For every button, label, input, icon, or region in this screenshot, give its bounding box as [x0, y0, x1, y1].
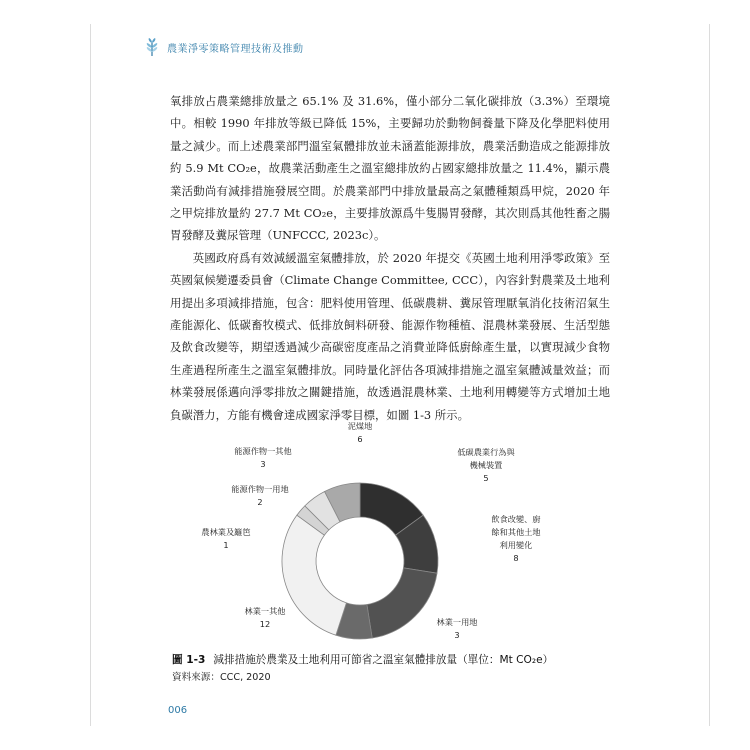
slice-label — [231, 484, 288, 507]
running-header-title: 農業淨零策略管理技術及推動 — [167, 43, 304, 55]
slice-value-label: 12 — [259, 619, 271, 629]
slice-label — [234, 446, 291, 469]
slice-name-label: 農林業及籬笆 — [201, 527, 251, 537]
slice-name-label: 林業一其他 — [244, 606, 286, 616]
slice-value-label: 2 — [257, 497, 263, 507]
slice-name-label: 餘和其他土地 — [491, 527, 541, 537]
slice-name-label: 泥煤地 — [347, 421, 373, 431]
slice-label — [457, 447, 515, 483]
figure-source: 資料來源：CCC, 2020 — [172, 672, 271, 683]
donut-chart — [170, 418, 610, 658]
running-header — [143, 38, 304, 56]
slice-name-label: 利用變化 — [499, 540, 533, 550]
wheat-sprout-icon — [143, 37, 161, 57]
figure-caption-text: 減排措施於農業及土地利用可節省之溫室氣體排放量（單位：Mt CO₂e） — [213, 654, 554, 666]
figure-caption — [172, 652, 553, 667]
slice-name-label: 能源作物一用地 — [231, 484, 289, 494]
figure-1-3 — [170, 418, 610, 658]
slice-name-label: 機械裝置 — [469, 460, 503, 470]
slice-label — [245, 606, 286, 629]
slice-label — [348, 421, 373, 444]
paragraph-1: 氧排放占農業總排放量之 65.1% 及 31.6%，僅小部分二氧化碳排放（3.3%）至環境中。相較 1990 年排放等級已降低 15%，主要歸功於動物飼養量下降及化學肥料使用量之減少。而上述農業部門溫室氣體排放並未涵蓋能源排放，農業活動造成之能源排放約 5.9 Mt CO₂e，故農業活動產生之溫室總排放約占國家總排放量之 11.4%，顯示農業活動尚有減排措施發展空間。於農業部門中排放量最高之氣體種類爲甲烷，2020 年之甲烷排放量約 27.7 Mt CO₂e，主要排放源爲牛隻腸胃發酵，其次則爲其他牲畜之腸胃發酵及糞尿管理（UNFCCC, 2023c）。 — [170, 94, 610, 243]
page-number: 006 — [168, 705, 188, 716]
slice-label — [201, 527, 250, 550]
slice-label — [437, 617, 478, 640]
slice-value-label: 5 — [483, 473, 489, 483]
donut-slice — [367, 568, 437, 638]
slice-value-label: 3 — [260, 459, 266, 469]
slice-value-label: 6 — [357, 434, 363, 444]
slice-label — [491, 514, 540, 563]
slice-name-label: 能源作物一其他 — [234, 446, 292, 456]
body-text — [170, 90, 610, 426]
slice-value-label: 1 — [223, 540, 229, 550]
slice-value-label: 3 — [454, 630, 460, 640]
slice-value-label: 8 — [513, 553, 519, 563]
slice-name-label: 低碳農業行為與 — [457, 447, 515, 457]
figure-number: 圖 1-3 — [172, 654, 206, 666]
donut-slice — [282, 515, 346, 635]
slice-name-label: 林業一用地 — [436, 617, 478, 627]
slice-name-label: 飲食改變、廚 — [491, 514, 541, 524]
paragraph-2: 英國政府爲有效減緩溫室氣體排放，於 2020 年提交《英國土地利用淨零政策》至英國氣候變遷委員會（Climate Change Committee, CCC），內容針對農業及土地利用提出多項減排措施，包含：肥料使用管理、低碳農耕、糞尿管理厭氧消化技術沼氣生產能源化、低碳畜牧模式、低排放飼料研發、能源作物種植、混農林業發展、生活型態及飲食改變等，期望透過減少高碳密度產品之消費並降低廚餘產生量，以實現減少食物生產過程所產生之溫室氣體排放。同時量化評估各項減排措施之溫室氣體減量效益；而林業發展係邁向淨零排放之關鍵措施，故透過混農林業、土地利用轉變等方式增加土地負碳潛力，方能有機會達成國家淨零目標，如圖 1-3 所示。 — [170, 250, 610, 422]
